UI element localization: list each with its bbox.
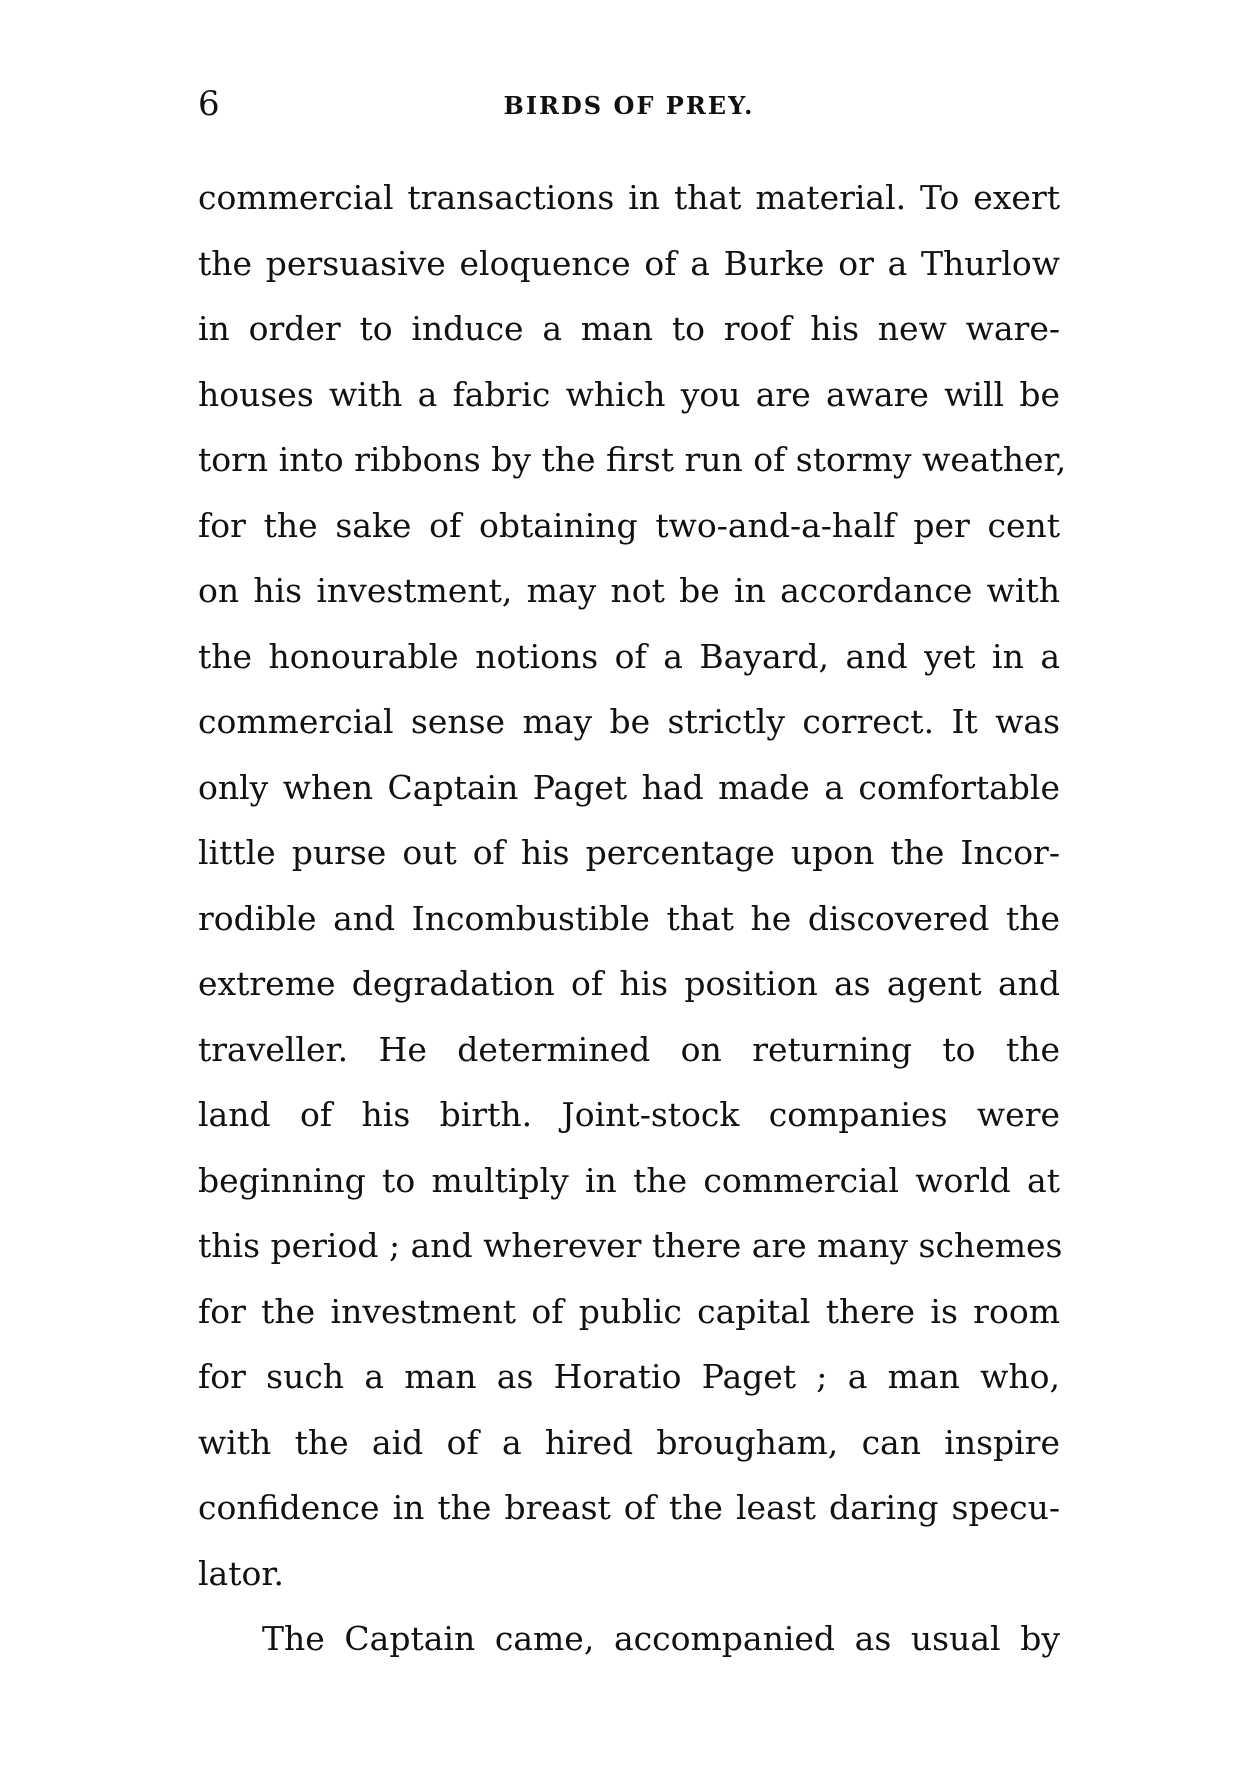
text-line: for the investment of public capital there is room (198, 1291, 1060, 1331)
text-line: this period ; and wherever there are many schemes (198, 1226, 1063, 1265)
text-line: commercial sense may be strictly correct. It was (198, 702, 1060, 741)
text-line: the persuasive eloquence of a Burke or a Thurlow (198, 243, 1060, 283)
text-line: The Captain came, accompanied as usual by (262, 1619, 1060, 1658)
text-line: the honourable notions of a Bayard, and yet in a (198, 636, 1060, 676)
text-line: on his investment, may not be in accordance with (198, 571, 1060, 610)
text-line: only when Captain Paget had made a comfortable (198, 767, 1060, 807)
text-line: lator. (198, 1553, 284, 1593)
text-line: land of his birth. Joint-stock companies were (198, 1095, 1060, 1134)
text-line: rodible and Incombustible that he discovered the (198, 898, 1060, 938)
text-line: for such a man as Horatio Paget ; a man who, (198, 1357, 1060, 1396)
page-number: 6 (198, 84, 220, 124)
text-line: in order to induce a man to roof his new ware- (198, 309, 1060, 348)
text-line: beginning to multiply in the commercial world at (198, 1160, 1060, 1200)
text-line: confidence in the breast of the least daring specu- (198, 1488, 1060, 1527)
body-text (198, 165, 1067, 1672)
page-header (198, 82, 1060, 132)
text-line: for the sake of obtaining two-and-a-half per cent (198, 505, 1060, 545)
text-line: commercial transactions in that material. To exert (198, 178, 1060, 217)
text-line: traveller. He determined on returning to the (198, 1029, 1060, 1069)
text-line: houses with a fabric which you are aware will be (198, 374, 1060, 414)
running-title: BIRDS OF PREY. (503, 91, 755, 120)
text-line: extreme degradation of his position as agent and (198, 964, 1060, 1003)
text-line: with the aid of a hired brougham, can inspire (198, 1422, 1060, 1462)
text-line: torn into ribbons by the first run of stormy weather, (198, 440, 1067, 479)
text-line: little purse out of his percentage upon the Incor- (198, 833, 1060, 872)
